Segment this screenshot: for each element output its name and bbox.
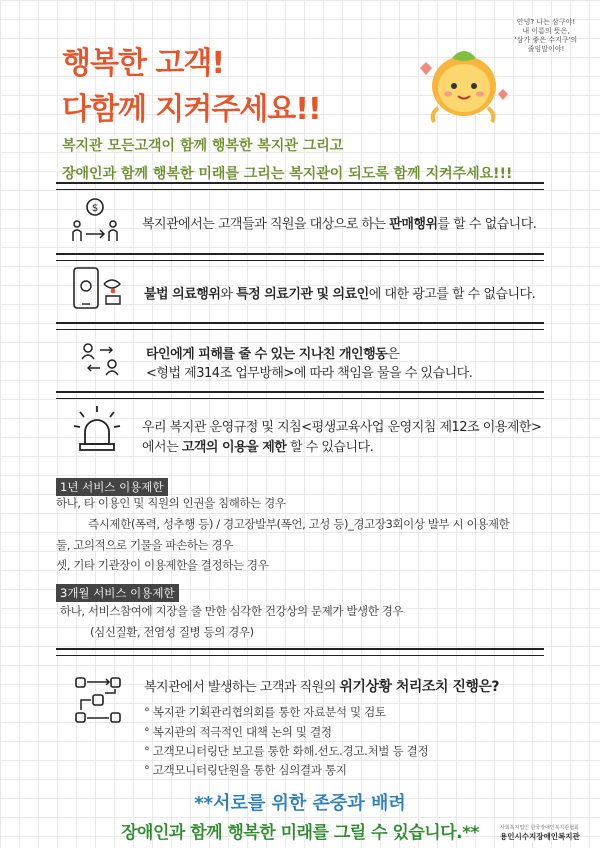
footer-respect: **서로를 위한 존중과 배려 <box>194 793 406 814</box>
rule-conduct-bold: 타인에게 피해를 줄 수 있는 지나친 개인행동 <box>146 347 388 362</box>
speech-line: 내 이름의 뜻은, <box>522 27 570 35</box>
rule-restriction-text-end: 할 수 있습니다. <box>286 440 374 455</box>
three-month-restriction-section <box>56 582 179 602</box>
list-item: 둘, 고의적으로 기물을 파손하는 경우 <box>56 538 233 552</box>
rule-restriction-bold: 고객의 이용을 제한 <box>181 440 287 455</box>
divider <box>56 182 544 190</box>
subtitle-line1: 복지관 모든고객이 함께 행복한 복지관 그리고 <box>62 138 344 154</box>
sales-exchange-icon <box>70 196 120 244</box>
rule-restriction-text: 에서는 <box>142 440 182 455</box>
alarm-siren-icon <box>72 404 122 454</box>
page-title-line2: 다함께 지켜주세요!! <box>62 92 321 127</box>
rule-conduct-text: 은 <box>387 347 400 362</box>
list-item: 즉시제한(폭력, 성추행 등) / 경고장발부(폭언, 고성 등)_경고장3회이상 발부 시 이용제한 <box>88 517 510 531</box>
crisis-bullet: ° 복지관의 적극적인 대책 논의 및 결정 <box>144 725 332 739</box>
speech-line: '삼가 좋은 수지구'의 <box>514 36 578 44</box>
list-item: 하나, 타 이용인 및 직원의 인권을 침해하는 경우 <box>56 496 286 510</box>
subtitle-line2: 장애인과 함께 행복한 미래를 그리는 복지관이 되도록 함께 지켜주세요!!! <box>62 166 513 182</box>
crisis-bullet: ° 고객모니터링단원을 통한 심의결과 통지 <box>144 763 347 777</box>
crisis-heading-bold: 위기상황 처리조치 진행 <box>339 679 479 695</box>
mascot-persimmon-icon <box>412 38 512 128</box>
svg-text:$: $ <box>91 203 99 214</box>
rule-restriction-line2 <box>142 436 373 455</box>
rule-medical-text: 와 <box>220 287 237 302</box>
divider <box>56 391 544 399</box>
process-flow-icon <box>74 676 122 724</box>
rule-restriction-line1: 우리 복지관 운영규정 및 지침<평생교육사업 운영지침 제12조 이용제한> <box>142 420 542 435</box>
rule-sales <box>142 213 536 232</box>
rule-conduct-line2: <형법 제314조 업무방해>에 따라 책임을 물을 수 있습니다. <box>146 366 473 381</box>
one-year-tag: 1년 서비스 이용제한 <box>56 478 168 496</box>
crisis-heading-text: 복지관에서 발생하는 고객과 직원의 <box>144 680 340 695</box>
list-item: 셋, 기타 기관장이 이용제한을 결정하는 경우 <box>56 558 269 572</box>
rule-medical-text-end: 에 대한 광고를 할 수 없습니다. <box>368 287 536 302</box>
rule-sales-text-end: 를 할 수 없습니다. <box>437 217 537 232</box>
list-item: 하나, 서비스참여에 지장을 줄 만한 심각한 건강상의 문제가 발생한 경우 <box>60 604 404 618</box>
divider <box>56 322 544 330</box>
org-logo <box>500 824 596 842</box>
medical-ad-phone-icon <box>70 266 126 312</box>
rule-medical <box>144 283 535 302</box>
org-parent: 사회복지법인 한국장애인복지관협회 <box>500 825 579 831</box>
divider <box>56 648 544 656</box>
crisis-bullet: ° 고객모니터링단 보고를 통한 화해.선도.경고.처벌 등 결정 <box>144 744 429 758</box>
rule-medical-bold: 특정 의료기관 및 의료인 <box>236 287 369 302</box>
divider <box>56 253 544 261</box>
org-name: 용인시수지장애인복지관 <box>500 832 580 841</box>
speech-line: 줄임말이야! <box>527 45 565 53</box>
footer-slogan: 장애인과 함께 행복한 미래를 그릴 수 있습니다.** <box>121 823 479 843</box>
rule-medical-bold: 불법 의료행위 <box>144 287 221 302</box>
list-item: (심신질환, 전염성 질병 등의 경우) <box>90 625 254 639</box>
rule-sales-bold: 판매행위 <box>389 217 438 232</box>
three-month-tag: 3개월 서비스 이용제한 <box>56 584 179 602</box>
one-year-restriction-section <box>56 476 168 496</box>
people-exchange-icon <box>80 342 120 378</box>
rule-conduct-line1 <box>146 343 399 362</box>
page-title-line1: 행복한 고객! <box>62 46 225 81</box>
crisis-heading-end: 은? <box>478 679 500 695</box>
crisis-heading <box>144 676 499 696</box>
speech-line: 안녕? 나는 삼구야! <box>516 18 576 26</box>
rule-sales-text: 복지관에서는 고객들과 직원을 대상으로 하는 <box>142 217 390 232</box>
crisis-bullet: ° 복지관 기획관리협의회를 통한 자료분석 및 검토 <box>144 705 386 719</box>
mascot-speech <box>500 18 592 54</box>
